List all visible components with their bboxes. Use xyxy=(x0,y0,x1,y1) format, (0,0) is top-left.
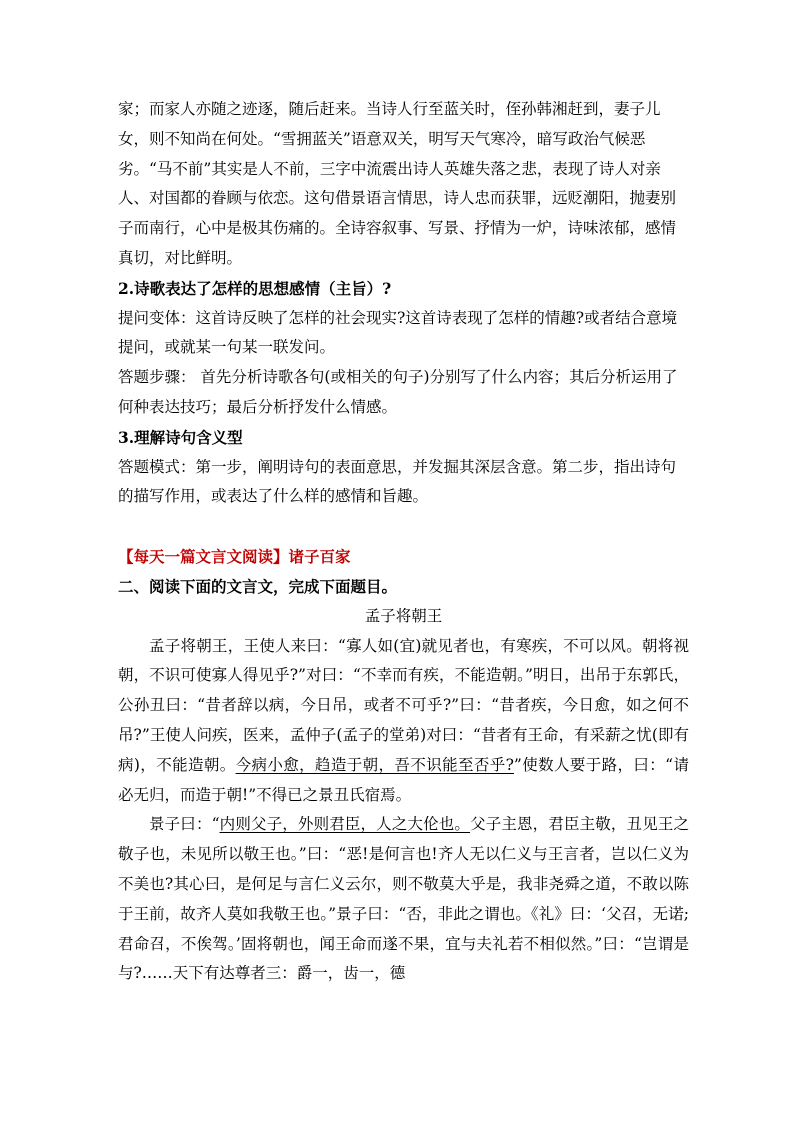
underlined-sentence-1: 今病小愈，趋造于朝，吾不识能至否乎? xyxy=(235,755,514,774)
passage-paragraph-2 xyxy=(118,810,689,989)
passage-paragraph-1 xyxy=(118,632,689,811)
daily-reading-topic: 诸子百家 xyxy=(288,547,351,567)
answer-steps-paragraph: 答题步骤： 首先分析诗歌各句(或相关的句子)分别写了什么内容；其后分析运用了何种表达技巧；最后分析抒发什么情感。 xyxy=(118,368,678,416)
reading-instruction: 二、阅读下面的文言文，完成下面题目。 xyxy=(118,576,398,596)
passage-paragraph-1-text-b: ”使数人要于路，曰：“请必无归，而造于朝!”不得已之景丑氏宿焉。 xyxy=(118,755,689,804)
daily-reading-label: 【每天一篇文言文阅读】 xyxy=(118,547,289,567)
question-heading-3: 3.理解诗句含义型 xyxy=(118,427,243,447)
question-heading-2: 2.诗歌表达了怎样的思想感情（主旨）? xyxy=(118,278,392,298)
daily-reading-header xyxy=(118,542,689,572)
passage-paragraph-1-text-a: 孟子将朝王，王使人来曰：“寡人如(宜)就见者也，有寒疾，不可以风。朝将视朝，不识可使寡人得见乎?”对曰：“不幸而有疾，不能造朝。”明日，出吊于东郭氏，公孙丑曰：“昔者辞以病，今日吊，或者不可乎?”曰：“昔者疾，今日愈，如之何不吊?”王使人问疾，医来，孟仲子(孟子的堂弟)对曰：“昔者有王命，有采薪之忧(即有病)，不能造朝。 xyxy=(118,636,689,774)
analysis-paragraph-1: 家；而家人亦随之迹逐，随后赶来。当诗人行至蓝关时，侄孙韩湘赶到，妻子儿女，则不知尚在何处。“雪拥蓝关”语意双关，明写天气寒冷，暗写政治气候恶劣。“马不前”其实是人不前，三字中流震出诗人英雄失落之悲，表现了诗人对亲人、对国都的眷顾与依恋。这句借景语言情思，诗人忠而获罪，远贬潮阳，抛妻别子而南行，心中是极其伤痛的。全诗容叙事、写景、抒情为一炉，诗味浓郁，感情真切，对比鲜明。 xyxy=(118,100,677,267)
question-variant-paragraph: 提问变体：这首诗反映了怎样的社会现实?这首诗表现了怎样的情趣?或者结合意境提问，或就某一句某一联发问。 xyxy=(118,308,678,357)
passage-paragraph-2-text-b: 父子主恩，君臣主敬，丑见王之敬子也，未见所以敬王也。”曰：“恶!是何言也!齐人无以仁义与王言者，岂以仁义为不美也?其心曰，是何足与言仁义云尔，则不敬莫大乎是，我非尧舜之道，不敢以陈于王前，故齐人莫如我敬王也。”景子曰：“否，非此之谓也。《礼》曰：‘父召，无诺;君命召，不俟驾。’固将朝也，闻王命而遂不果，宜与夫礼若不相似然。”曰：“岂谓是与?……天下有达尊者三：爵一，齿一，德 xyxy=(118,815,689,983)
underlined-sentence-2: 内则父子，外则君臣，人之大伦也。 xyxy=(219,815,471,834)
section-spacer xyxy=(118,512,689,542)
passage-title: 孟子将朝王 xyxy=(364,606,443,625)
passage-paragraph-2-text-a: 景子曰：“ xyxy=(149,815,220,834)
answer-mode-paragraph: 答题模式：第一步，阐明诗句的表面意思，并发掘其深层含意。第二步，指出诗句的描写作用，或表达了什么样的感情和旨趣。 xyxy=(118,457,677,506)
